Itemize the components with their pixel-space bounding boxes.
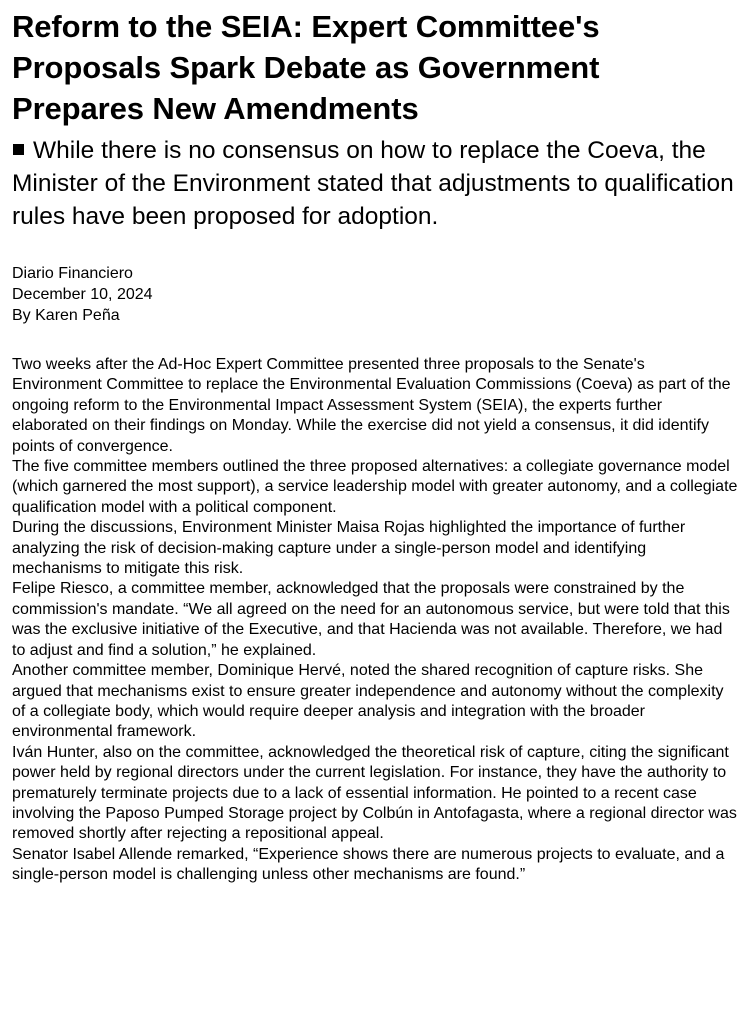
headline: Reform to the SEIA: Expert Committee's Proposals Spark Debate as Government Prepares New Amendments bbox=[12, 9, 600, 126]
paragraph: Felipe Riesco, a committee member, acknowledged that the proposals were constrained by the commission's mandate. “We all agreed on the need for an autonomous service, but were told that this was the exclusive initiative of the Executive, and that Hacienda was not available. Therefore, we had to adjust and find a solution,” he explained. bbox=[12, 580, 730, 659]
paragraph: Another committee member, Dominique Hervé, noted the shared recognition of capture risks. She argued that mechanisms exist to ensure greater independence and autonomy without the complexity of a collegiate body, which would require deeper analysis and integration with the broader environmental framework. bbox=[12, 662, 724, 741]
paragraph: During the discussions, Environment Minister Maisa Rojas highlighted the importance of further analyzing the risk of decision-making capture under a single-person model and identifying mechanisms to mitigate this risk. bbox=[12, 519, 686, 578]
square-bullet-icon bbox=[13, 144, 24, 155]
subheadline bbox=[12, 134, 738, 233]
article-body bbox=[12, 355, 738, 886]
paragraph: Iván Hunter, also on the committee, acknowledged the theoretical risk of capture, citing the significant power held by regional directors under the current legislation. For instance, they have the authority to prematurely terminate projects due to a lack of essential information. He pointed to a recent case involving the Paposo Pumped Storage project by Colbún in Antofagasta, where a regional director was removed shortly after rejecting a repositional appeal. bbox=[12, 743, 737, 843]
article-meta bbox=[12, 263, 738, 326]
publish-date: December 10, 2024 bbox=[12, 286, 153, 303]
paragraph: Senator Isabel Allende remarked, “Experience shows there are numerous projects to evaluate, and a single-person model is challenging unless other mechanisms are found.” bbox=[12, 845, 725, 884]
paragraph: The five committee members outlined the three proposed alternatives: a collegiate governance model (which garnered the most support), a service leadership model with greater autonomy, and a collegiate qualification model with a political component. bbox=[12, 458, 738, 516]
byline: By Karen Peña bbox=[12, 307, 120, 324]
subheadline-text: While there is no consensus on how to replace the Coeva, the Minister of the Environment stated that adjustments to qualification rules have been proposed for adoption. bbox=[12, 137, 734, 230]
paragraph: Two weeks after the Ad-Hoc Expert Committee presented three proposals to the Senate's Environment Committee to replace the Environmental Evaluation Commissions (Coeva) as part of the ongoing reform to the Environmental Impact Assessment System (SEIA), the experts further elaborated on their findings on Monday. While the exercise did not yield a consensus, it did identify points of convergence. bbox=[12, 356, 731, 455]
source: Diario Financiero bbox=[12, 265, 133, 282]
